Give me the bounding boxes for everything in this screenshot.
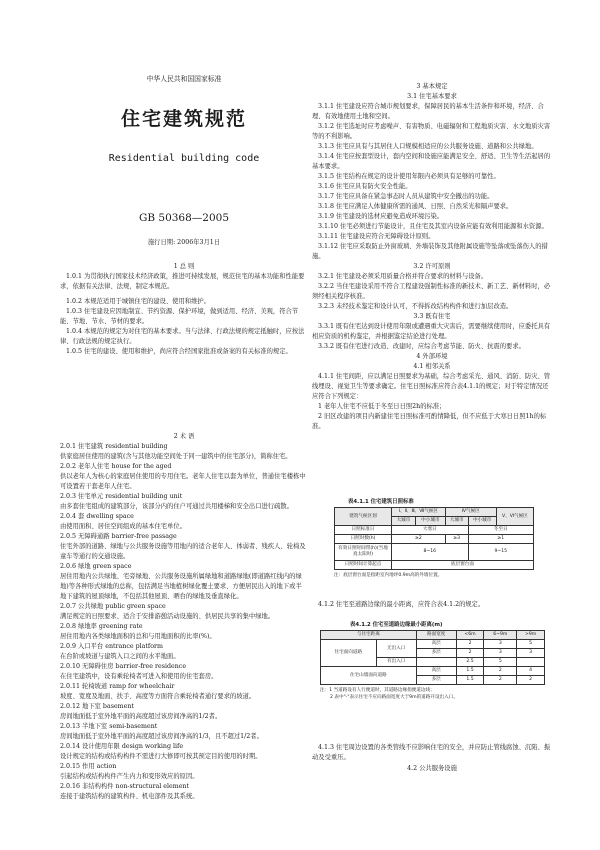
effective-date: 施行日期: 2006年3月1日 bbox=[147, 239, 221, 246]
sunlight-table bbox=[334, 507, 534, 570]
clause-1-0-4: 1.0.4 本规范的规定为对住宅的基本要求。当与法律、行政法规的规定抵触时，应按法律、行政法规的规定执行。 bbox=[60, 328, 305, 345]
table-header-cell: Ⅰ、Ⅱ、Ⅲ、Ⅶ气候区 bbox=[392, 508, 446, 517]
table-cell bbox=[517, 658, 545, 667]
table-cell: 2 bbox=[484, 676, 517, 685]
standard-label: 中华人民共和国国家标准 bbox=[146, 75, 222, 83]
table-cell bbox=[416, 658, 456, 667]
term-2-0-15: 2.0.15 作用 action bbox=[60, 763, 117, 770]
section-3-title: 3 基本规定 bbox=[416, 83, 448, 90]
clause-3-3-1: 3.3.1 既有住宅达到设计使用年限或遭遇重大灾害后，需要继续使用时，应委托具有相应资质的机构鉴定，并根据鉴定结论进行处理。 bbox=[312, 323, 551, 340]
term-2-0-14: 2.0.14 设计使用年限 design working life bbox=[60, 743, 184, 750]
term-2-0-6: 2.0.6 绿地 green space bbox=[60, 563, 132, 570]
table-cell: 多层 bbox=[416, 676, 456, 685]
clause-3-1-2: 3.1.2 住宅选址时应考虑噪声、有害物质、电磁辐射和工程地质灾害、水文地质灾害等的不利影响。 bbox=[312, 123, 551, 140]
term-2-0-5: 2.0.5 无障碍通路 barrier-free passage bbox=[60, 533, 177, 540]
section-4-title: 4 外部环境 bbox=[416, 353, 448, 360]
table-cell: 1.5 bbox=[456, 667, 484, 676]
clause-3-2-2: 3.2.2 当住宅建设采用不符合工程建设强制性标准的新技术、新工艺、新材料时，必须经相关程序核准。 bbox=[312, 283, 551, 300]
clause-3-1-3: 3.1.3 住宅应具有与其居住人口规模相适应的公共服务设施、道路和公共绿地。 bbox=[318, 143, 538, 150]
table-cell: 日照标准日 bbox=[335, 526, 392, 535]
clause-4-1-3: 4.1.3 住宅周边设置的各类管线不应影响住宅的安全，并应防止管线腐蚀、沉陷、振动及受重压。 bbox=[312, 744, 551, 761]
term-2-0-13: 2.0.13 半地下室 semi-basement bbox=[60, 723, 158, 730]
table-subheader-cell: 大城市 bbox=[445, 517, 468, 526]
table-cell: 底层窗台面 bbox=[392, 561, 534, 570]
table-cell: 2 bbox=[517, 676, 545, 685]
term-2-0-3: 2.0.3 住宅单元 residential building unit bbox=[60, 493, 183, 500]
clause-4-1-1-item-2: 2 旧区改建的项目内新建住宅日照标准可酌情降低，但不应低于大寒日日照1h的标准。 bbox=[312, 413, 547, 430]
table-cell: 2 bbox=[456, 649, 484, 658]
term-2-0-7: 2.0.7 公共绿地 public green space bbox=[60, 603, 166, 610]
term-2-0-16: 2.0.16 非结构构件 non-structural element bbox=[60, 783, 190, 790]
clause-3-1-11: 3.1.11 住宅建设应符合无障碍设计原则。 bbox=[318, 233, 435, 240]
table-header-cell: Ⅳ气候区 bbox=[445, 508, 496, 517]
table-cell: 4 bbox=[517, 667, 545, 676]
document-title-en: Residential building code bbox=[108, 153, 260, 164]
clause-3-1-4: 3.1.4 住宅应按套型设计，套内空间和设施应能满足安全、舒适、卫生等生活起居的基本要求。 bbox=[312, 153, 551, 170]
table-cell: 2 bbox=[484, 667, 517, 676]
clause-4-1-1: 4.1.1 住宅间距，应以满足日照要求为基础，综合考虑采光、通风、消防、防灾、管线埋设、视觉卫生等要求确定。住宅日照标准应符合表4.1.1的规定；对于特定情况还应符合下列规定： bbox=[312, 373, 551, 400]
table-cell: 5 bbox=[484, 658, 517, 667]
term-def: 居住用地内各类绿地面积的总和与用地面积的比率(%)。 bbox=[60, 633, 216, 640]
section-4-2-title: 4.2 公共服务设施 bbox=[407, 765, 457, 772]
term-def: 引起结构或结构构件产生内力和变形效应的原因。 bbox=[60, 773, 199, 780]
term-def: 供以老年人为核心的家庭居住使用的专用住宅。老年人住宅以套为单位，普通住宅楼栋中可设置若干套老年人住宅。 bbox=[60, 473, 306, 490]
term-2-0-12: 2.0.12 地下室 basement bbox=[60, 703, 134, 710]
table-cell: 3 bbox=[484, 640, 517, 649]
term-def: 住宅外部的道路、绿地与公共服务设施等用地内的适合老年人、体弱者、残疾人、轮椅及童车等通行的交通设施。 bbox=[60, 543, 306, 560]
term-def: 房间地面低于室外地平面的高度超过该房间净高的1/3，且不超过1/2者。 bbox=[60, 733, 263, 740]
standard-code: GB 50368—2005 bbox=[138, 212, 230, 224]
table-cell: 有效日照时间带(h)(当地真太阳时) bbox=[335, 544, 392, 561]
term-def: 供家庭居住使用的建筑(含与其他功能空间处于同一建筑中的住宅部分)，简称住宅。 bbox=[60, 453, 292, 460]
term-def: 在住宅建筑中，设有乘轮椅者可进入和使用的住宅套房。 bbox=[60, 673, 218, 680]
section-3-3-title: 3.3 既有住宅 bbox=[413, 313, 451, 320]
term-2-0-8: 2.0.8 绿地率 greening rate bbox=[60, 623, 143, 630]
table-cell: 大寒日 bbox=[392, 526, 469, 535]
table-cell: 有出入口 bbox=[376, 658, 416, 667]
clause-3-1-12: 3.1.12 住宅应采取防止外窗玻璃、外墙装饰及其他附属设施等坠落或坠落伤人的措施。 bbox=[312, 243, 548, 260]
table-note: 2 表中"-"表示住宅不应向路面宽度大于9m的道路开设出入口。 bbox=[330, 695, 458, 700]
clause-3-1-5: 3.1.5 住宅结构在规定的设计使用年限内必须具有足够的可靠性。 bbox=[318, 173, 500, 180]
clause-3-3-2: 3.3.2 既有住宅进行改造、改建时，应综合考虑节能、防火、抗震的要求。 bbox=[318, 343, 525, 350]
table-note: 注：1 当道路设有人行便道时，其道路边缘指便道边线； bbox=[320, 688, 435, 693]
table-cell: ≥2 bbox=[392, 535, 446, 544]
term-def: 由使用面积、居住空间组成的基本住宅单位。 bbox=[60, 523, 186, 530]
section-1-title: 1 总 则 bbox=[173, 263, 195, 270]
clause-1-0-3: 1.0.3 住宅建设应因地制宜、节约资源、保护环境，做到适用、经济、美观，符合节能、节地、节水、节材的要求。 bbox=[60, 308, 299, 325]
table-header-cell: 路面宽度 bbox=[416, 631, 456, 640]
table-header-cell: >9m bbox=[517, 631, 545, 640]
section-general bbox=[60, 262, 308, 357]
clause-4-1-2: 4.1.2 住宅至道路边缘的最小距离，应符合表4.1.2的规定。 bbox=[318, 601, 485, 608]
term-def: 坡度、宽度及地面、扶手、高度等方面符合乘轮椅者通行要求的坡道。 bbox=[60, 693, 256, 700]
clause-3-1-7: 3.1.7 住宅应具备在紧急事态时人员从建筑中安全撤出的功能。 bbox=[318, 193, 494, 200]
table-header-cell: 建筑气候区划 bbox=[335, 508, 392, 526]
term-2-0-9: 2.0.9 入口平台 entrance platform bbox=[60, 643, 164, 650]
term-def: 设计规定的结构或结构构件不需进行大修即可按其预定目的使用的时期。 bbox=[60, 753, 262, 760]
table-header-cell: Ⅴ、Ⅵ气候区 bbox=[496, 508, 533, 526]
term-def: 居住用地内公共绿地、宅旁绿地、公共服务设施所属绿地和道路绿地(即道路红线内的绿地)等各种形式绿地的总称，包括满足当地植树绿化覆土要求、方便居民出入的地下或半地下建筑的屋顶绿地，不包括其他屋顶、晒台的绿地及垂直绿化。 bbox=[60, 573, 302, 600]
table-subheader-cell: 中小城市 bbox=[468, 517, 496, 526]
section-terms bbox=[60, 432, 308, 802]
table-note: 注：底层窗台面是指距室内地坪0.9m高的外墙位置。 bbox=[334, 573, 443, 578]
table-cell: 无出入口 bbox=[376, 640, 416, 658]
term-def: 连接于建筑结构的建筑构件、机电部件及其系统。 bbox=[60, 793, 199, 800]
term-def: 满足规定的日照要求、适合于安排游憩活动设施的、供居民共享的集中绿地。 bbox=[60, 613, 275, 620]
clause-3-1-6: 3.1.6 住宅应具有防火安全性能。 bbox=[318, 183, 412, 190]
term-2-0-2: 2.0.2 老年人住宅 house for the aged bbox=[60, 463, 172, 470]
term-def: 房间地面低于室外地平面的高度超过该房间净高的1/2者。 bbox=[60, 713, 222, 720]
term-2-0-11: 2.0.11 轮椅坡道 ramp for wheelchair bbox=[60, 683, 175, 690]
term-2-0-4: 2.0.4 套 dwelling space bbox=[60, 513, 134, 520]
document-title: 住宅建筑规范 bbox=[120, 108, 247, 130]
table-subheader-cell: 大城市 bbox=[392, 517, 416, 526]
table-cell: ≥1 bbox=[468, 535, 533, 544]
table-cell: 住宅面向道路 bbox=[321, 640, 377, 667]
table-header-cell: 与住宅距离 bbox=[321, 631, 417, 640]
table-cell: 9~15 bbox=[468, 544, 533, 561]
table-cell: 高层 bbox=[416, 667, 456, 676]
table-header-cell: 6~9m bbox=[484, 631, 517, 640]
table-cell: 5 bbox=[517, 640, 545, 649]
table-cell: 2 bbox=[456, 640, 484, 649]
section-basic-rules bbox=[312, 82, 552, 432]
table-cell: 冬至日 bbox=[468, 526, 533, 535]
clause-1-0-2: 1.0.2 本规范适用于城镇住宅的建设、使用和维护。 bbox=[66, 298, 210, 305]
term-2-0-10: 2.0.10 无障碍住房 barrier-free residence bbox=[60, 663, 187, 670]
clause-3-1-8: 3.1.8 住宅应满足人体健康所需的通风、日照、自然采光和隔声要求。 bbox=[318, 203, 513, 210]
table-caption: 表4.1.2 住宅至道路边缘最小距离(m) bbox=[350, 622, 443, 628]
term-2-0-1: 2.0.1 住宅建筑 residential building bbox=[60, 443, 168, 450]
clause-1-0-1: 1.0.1 为贯彻执行国家技术经济政策，推进可持续发展，规范住宅的基本功能和性能要求，依据有关法律、法规，制定本规范。 bbox=[60, 273, 305, 290]
clause-3-1-10: 3.1.10 住宅必须进行节能设计，且住宅及其室内设备应能有效利用能源和水资源。 bbox=[318, 223, 548, 230]
table-cell: 住宅山墙面向道路 bbox=[321, 667, 417, 685]
table-cell: 高层 bbox=[416, 640, 456, 649]
section-2-title: 2 术 语 bbox=[173, 433, 195, 440]
term-def: 由多套住宅组成的建筑部分，该部分内的住户可通过共用楼梯和安全出口进行疏散。 bbox=[60, 503, 293, 510]
table-cell: 3 bbox=[484, 649, 517, 658]
table-4-1-2 bbox=[320, 620, 545, 701]
table-cell: 2.5 bbox=[456, 658, 484, 667]
section-3-1-title: 3.1 住宅基本要求 bbox=[407, 93, 457, 100]
table-cell: 多层 bbox=[416, 649, 456, 658]
clause-4-1-1-item-1: 1 老年人住宅不应低于冬至日日照2h的标准； bbox=[318, 403, 446, 410]
table-4-1-1 bbox=[334, 497, 534, 579]
table-cell: 日照时数(h) bbox=[335, 535, 392, 544]
table-cell: ≥3 bbox=[445, 535, 468, 544]
table-header-cell: <6m bbox=[456, 631, 484, 640]
table-subheader-cell: 中小城市 bbox=[415, 517, 445, 526]
table-cell: 8~16 bbox=[392, 544, 469, 561]
clause-3-1-9: 3.1.9 住宅建设的选材应避免造成环境污染。 bbox=[318, 213, 444, 220]
clause-3-1-1: 3.1.1 住宅建设应符合城市规划要求，保障居民的基本生活条件和环境，经济、合理、有效地使用土地和空间。 bbox=[312, 103, 544, 120]
table-cell: 1.5 bbox=[456, 676, 484, 685]
clause-3-2-1: 3.2.1 住宅建设必须采用质量合格并符合要求的材料与设备。 bbox=[318, 273, 488, 280]
table-cell: 日照时间计算起点 bbox=[335, 561, 392, 570]
term-def: 在台阶或坡道与建筑入口之间的水平地面。 bbox=[60, 653, 180, 660]
table-cell: 3 bbox=[517, 649, 545, 658]
section-4-1-title: 4.1 相邻关系 bbox=[413, 363, 451, 370]
table-caption: 表4.1.1 住宅建筑日照标准 bbox=[348, 499, 414, 505]
clause-3-2-3: 3.2.3 未经技术鉴定和设计认可，不得拆改结构构件和进行加层改造。 bbox=[318, 303, 513, 310]
section-3-2-title: 3.2 许可原则 bbox=[413, 263, 451, 270]
clause-1-0-5: 1.0.5 住宅的建设、使用和维护，尚应符合经国家批准或备案的有关标准的规定。 bbox=[66, 348, 292, 355]
road-distance-table bbox=[320, 630, 545, 685]
